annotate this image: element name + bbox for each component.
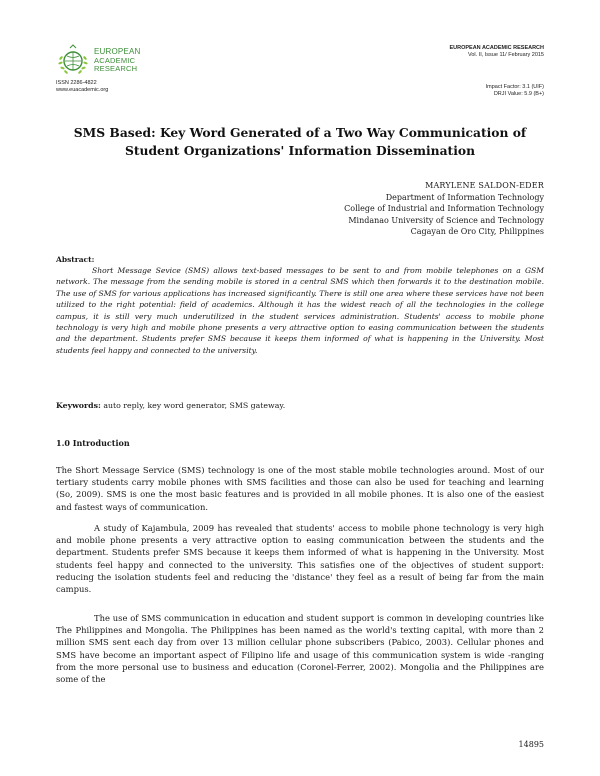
author-location: Cagayan de Oro City, Philippines xyxy=(410,227,544,236)
journal-website: www.euacademic.org xyxy=(56,87,109,93)
issn-block xyxy=(56,80,196,94)
impact-block xyxy=(486,84,544,98)
title-line-2: Student Organizations' Information Dissemination xyxy=(124,143,476,158)
laurel-globe-icon xyxy=(56,44,90,78)
journal-name: EUROPEAN ACADEMIC RESEARCH xyxy=(449,45,544,51)
intro-paragraph-1: The Short Message Service (SMS) technology is one of the most stable mobile technologies around. Most of our tertiary students carry mobile phones with SMS facilities and those can also be used for teaching and learning (So, 2009). SMS is one the most basic features and is provided in all mobile phones. It is also one of the easiest and fastest ways of communication. xyxy=(56,465,544,512)
issn: ISSN 2286-4822 xyxy=(56,80,97,86)
keywords-line xyxy=(56,401,285,410)
logo-line-1: EUROPEAN xyxy=(94,47,141,57)
keywords-text: auto reply, key word generator, SMS gateway. xyxy=(103,401,286,410)
journal-meta xyxy=(449,45,544,59)
abstract-text: Short Message Sevice (SMS) allows text-based messages to be sent to and from mobile telephones on a GSM network. The message from the sending mobile is stored in a central SMS which then forwards it to the destination mobile. The use of SMS for various applications has increased significantly. There is still one area where these services have not been utilized to the right potential: field of academics. Although it has the widest reach of all the technologies in the college campus, it is still very much underutilized in the student services administration. Students' access to mobile phone technology is very high and mobile phone presents a very attractive option to easing communication between the students and the department. Students prefer SMS because it keeps them informed of what is happening in the University. Most students feel happy and connected to the university. xyxy=(56,266,544,355)
keywords-label: Keywords: xyxy=(56,401,101,410)
author-block xyxy=(344,180,544,238)
title-line-1: SMS Based: Key Word Generated of a Two Way Communication of xyxy=(73,125,527,140)
journal-logo-block xyxy=(56,44,196,94)
author-college: College of Industrial and Information Technology xyxy=(344,204,544,213)
logo-wordmark xyxy=(94,48,141,74)
intro-paragraph-2: A study of Kajambula, 2009 has revealed that students' access to mobile phone technology is very high and mobile phone presents a very attractive option to easing communication between the students and the department. Students prefer SMS because it keeps them informed of what is happening in the University. Most students feel happy and connected to the university. This satisfies one of the objectives of student support: reducing the isolation students feel and reducing the 'distance' they feel as a result of being far from the main campus. xyxy=(56,523,544,595)
paper-title xyxy=(56,124,544,160)
page-number: 14895 xyxy=(518,740,544,749)
abstract-heading: Abstract: xyxy=(56,255,95,264)
logo-line-2: ACADEMIC xyxy=(94,55,136,65)
author-name: MARYLENE SALDON-EDER xyxy=(425,181,544,190)
intro-paragraph-3: The use of SMS communication in education and student support is common in developing countries like The Philippines and Mongolia. The Philippines has been named as the world's texting capital, with more than 2 million SMS sent each day from over 13 million cellular phone subscribers (Pabico, 2003). Cellular phones and SMS have become an important aspect of Filipino life and usage of this communication system is wide -ranging from the more personal use to business and education (Coronel-Ferrer, 2002). Mongolia and the Philippines are some of the xyxy=(56,613,544,685)
logo-line-3: RESEARCH xyxy=(94,64,138,74)
author-department: Department of Information Technology xyxy=(385,192,544,202)
drji-value: DRJI Value: 5.9 (B+) xyxy=(493,91,544,97)
section-heading-introduction: 1.0 Introduction xyxy=(56,438,130,448)
author-university: Mindanao University of Science and Technology xyxy=(348,215,544,225)
impact-factor: Impact Factor: 3.1 (UIF) xyxy=(485,84,544,90)
journal-issue: Vol. II, Issue 11/ February 2015 xyxy=(467,52,544,58)
